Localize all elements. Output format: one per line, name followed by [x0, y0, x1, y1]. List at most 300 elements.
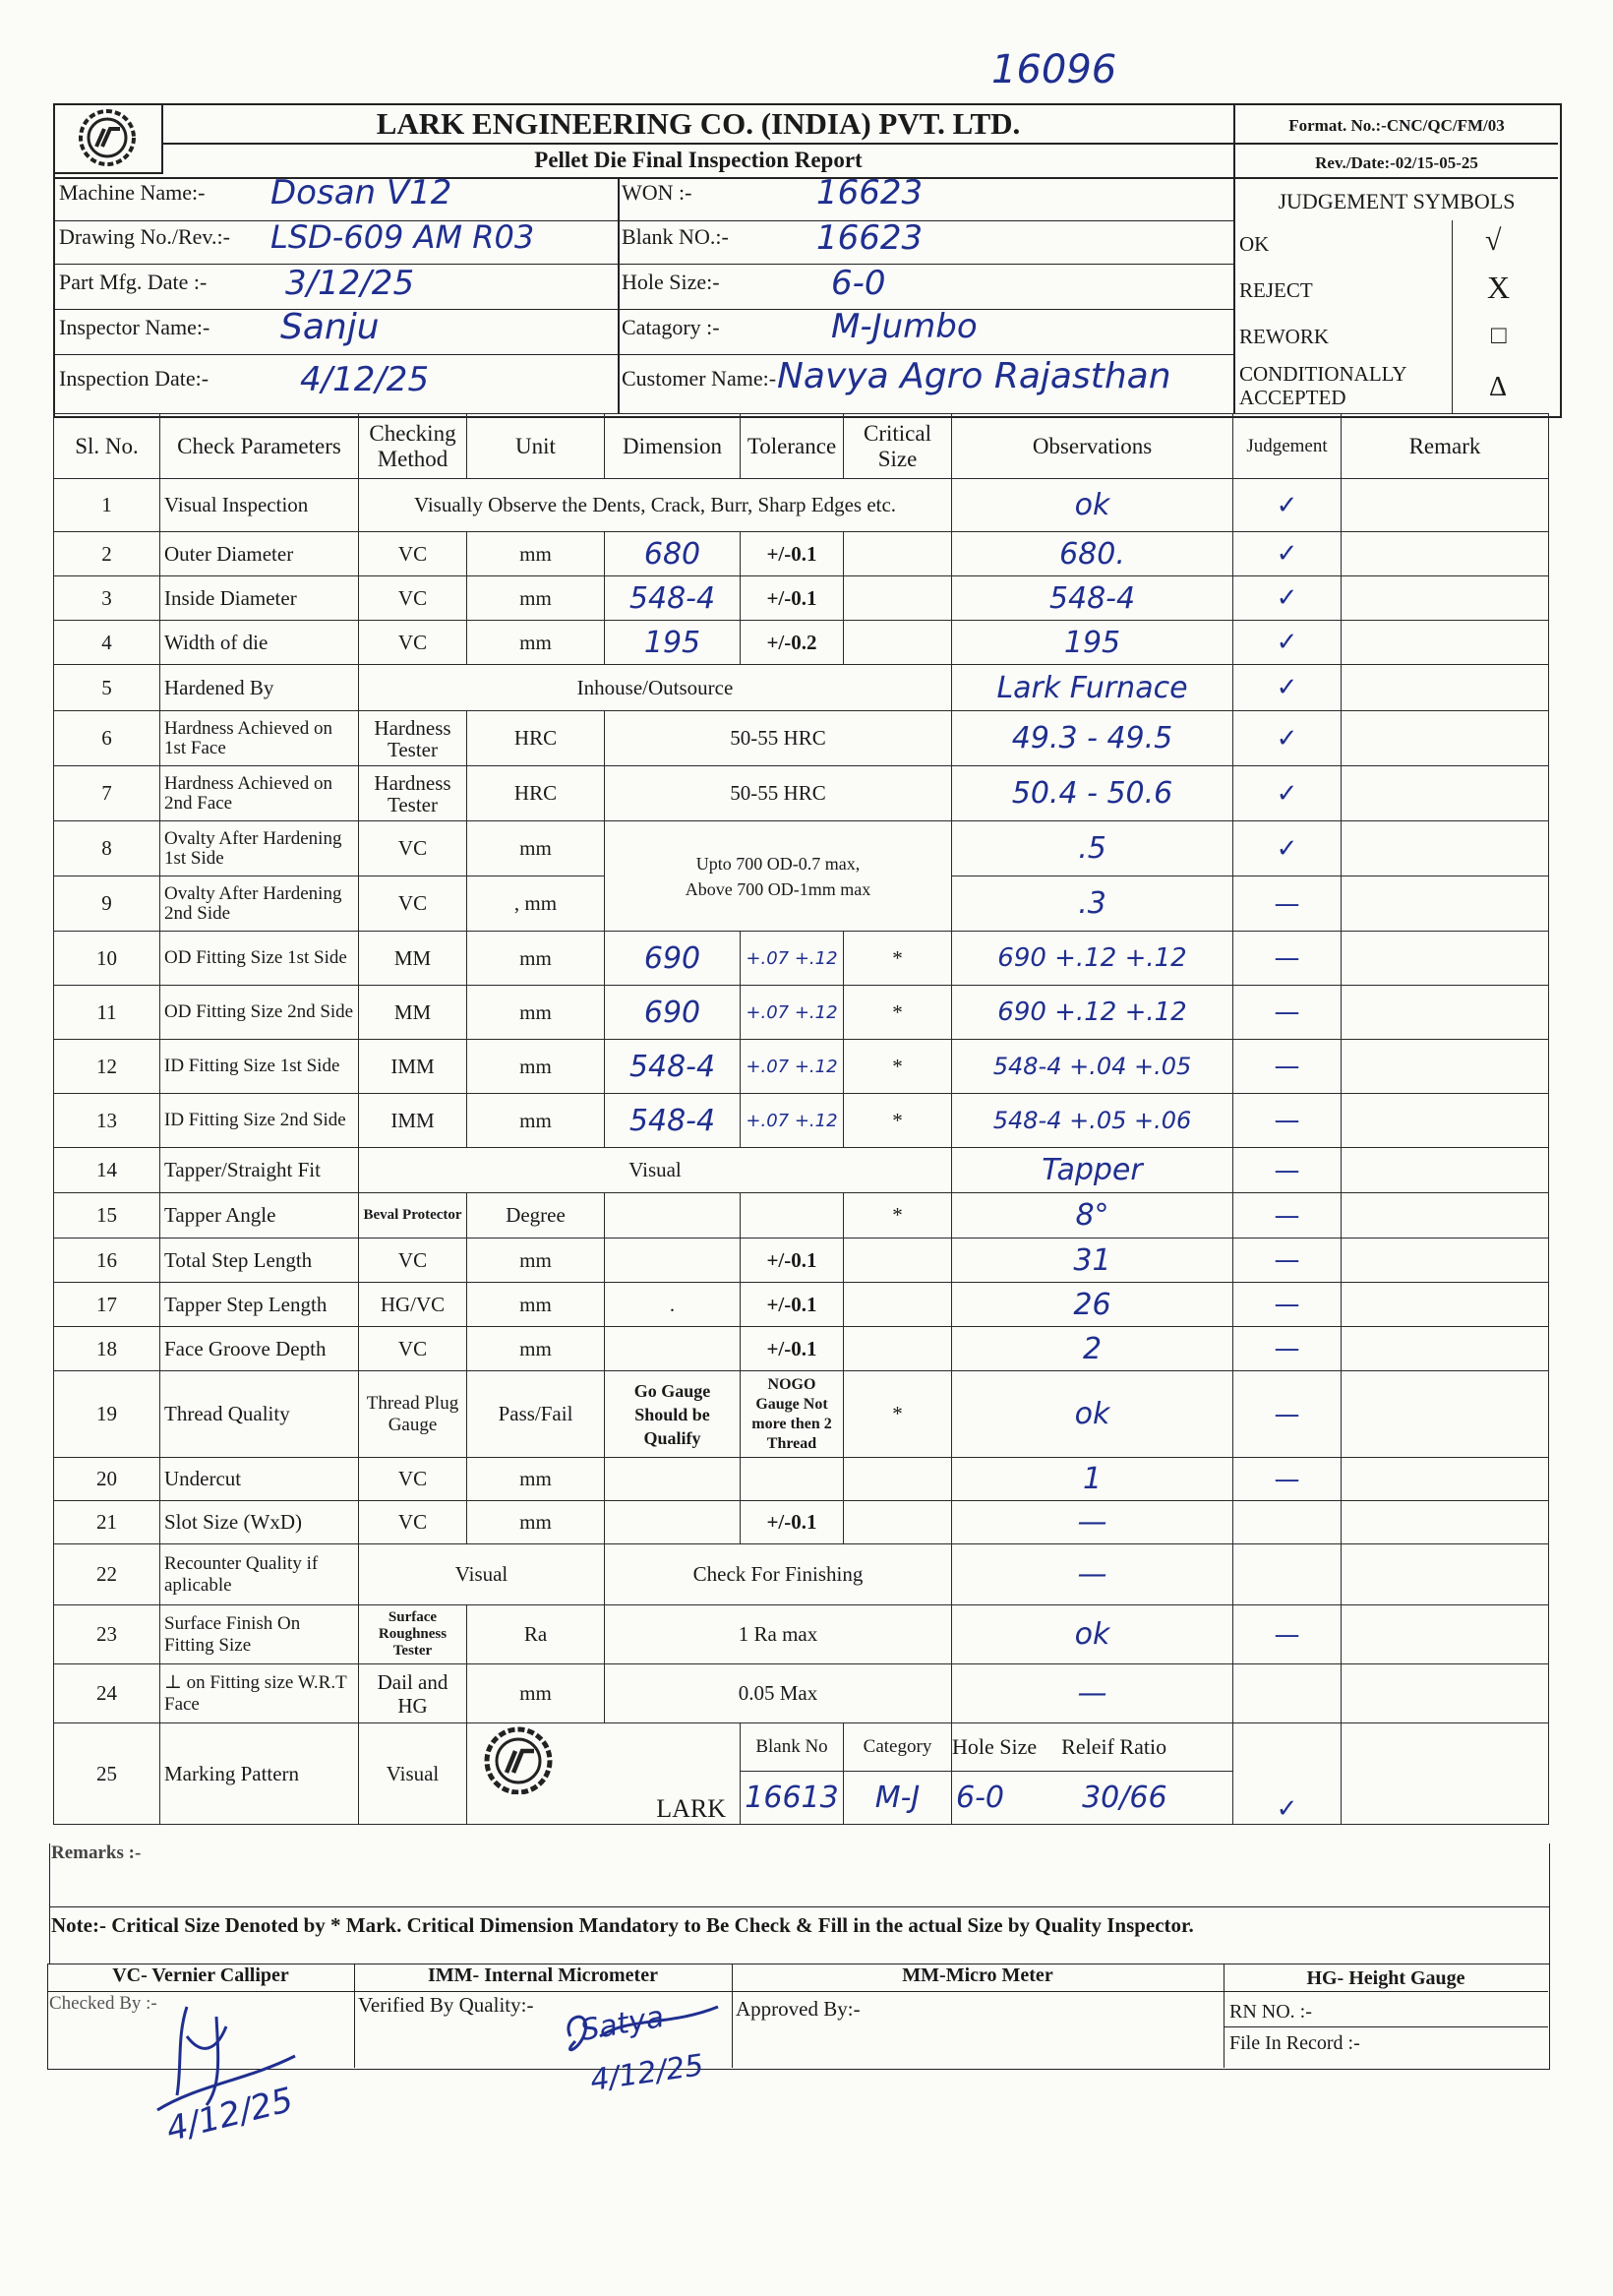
row-critical: * [844, 1371, 952, 1458]
row-param: Tapper/Straight Fit [160, 1148, 359, 1193]
row-remark [1342, 1544, 1549, 1605]
table-row [54, 1371, 1549, 1458]
row-method: Hardness Tester [359, 711, 467, 766]
marking-category-value: M-J [844, 1772, 952, 1825]
drawing-value: LSD-609 AM R03 [270, 218, 535, 256]
row-observation: 26 [952, 1283, 1233, 1327]
row-critical: * [844, 1193, 952, 1239]
row-sl: 4 [54, 621, 160, 665]
divider [1224, 2026, 1548, 2027]
row-remark [1342, 1605, 1549, 1664]
verified-by-label: Verified By Quality:- [358, 1993, 534, 2017]
row-critical [844, 621, 952, 665]
table-row [54, 711, 1549, 766]
row-unit: mm [467, 1501, 605, 1544]
row-method: Visual [359, 1723, 467, 1825]
divider [53, 309, 1233, 310]
row-sl: 6 [54, 711, 160, 766]
row-remark [1342, 479, 1549, 532]
marking-row-top [54, 1723, 1549, 1772]
col-method: Checking Method [359, 414, 467, 479]
marking-hole-label: Hole Size [952, 1734, 1038, 1760]
row-remark [1342, 1371, 1549, 1458]
row-judgement: — [1233, 1040, 1342, 1094]
row-judgement [1233, 1664, 1342, 1723]
row-span-text: Visual [359, 1148, 952, 1193]
judge-ok-symbol: √ [1485, 224, 1502, 257]
judge-reject-label: REJECT [1239, 278, 1313, 302]
row-sl: 9 [54, 876, 160, 932]
table-row [54, 1544, 1549, 1605]
legend-mm: MM-Micro Meter [902, 1964, 1053, 1986]
row-method: VC [359, 621, 467, 665]
row-observation: 49.3 - 49.5 [952, 711, 1233, 766]
table-row [54, 1148, 1549, 1193]
note-text: Note:- Critical Size Denoted by * Mark. Critical Dimension Mandatory to Be Check & Fill in the actual Size by Quality Inspector. [51, 1913, 1194, 1937]
row-dimension: 690 [605, 986, 741, 1040]
row-remark [1342, 665, 1549, 711]
table-row [54, 1327, 1549, 1371]
row-critical [844, 1283, 952, 1327]
row-dimension: 680 [605, 532, 741, 576]
row-observation: 690 +.12 +.12 [952, 932, 1233, 986]
row-method: VC [359, 821, 467, 876]
row-critical [844, 1501, 952, 1544]
part-mfg-value: 3/12/25 [285, 264, 415, 303]
inspector-value: Sanju [280, 307, 380, 347]
row-judgement: ✓ [1233, 821, 1342, 876]
row-sl: 17 [54, 1283, 160, 1327]
table-row [54, 1664, 1549, 1723]
blank-value: 16623 [816, 218, 924, 258]
row-judgement: ✓ [1233, 1723, 1342, 1825]
row-sl: 20 [54, 1458, 160, 1501]
row-param: Tapper Step Length [160, 1283, 359, 1327]
row-tolerance: +/-0.1 [741, 532, 844, 576]
row-param: Ovalty After Hardening 2nd Side [160, 876, 359, 932]
row-sl: 21 [54, 1501, 160, 1544]
verified-signature-text: Satya [577, 1999, 667, 2049]
col-observations: Observations [952, 414, 1233, 479]
row-judgement: — [1233, 1458, 1342, 1501]
row-unit: HRC [467, 711, 605, 766]
table-row [54, 1501, 1549, 1544]
table-row [54, 1458, 1549, 1501]
row-tolerance: +/-0.1 [741, 1239, 844, 1283]
divider [47, 1991, 1548, 1992]
row-dimension: 548-4 [605, 1040, 741, 1094]
row-observation: .5 [952, 821, 1233, 876]
row-critical: * [844, 1040, 952, 1094]
row-observation: 8° [952, 1193, 1233, 1239]
row-judgement: ✓ [1233, 532, 1342, 576]
row-judgement: ✓ [1233, 621, 1342, 665]
row-method: VC [359, 1239, 467, 1283]
row-dimtol: Check For Finishing [605, 1544, 952, 1605]
row-judgement: — [1233, 1094, 1342, 1148]
row-param: OD Fitting Size 1st Side [160, 932, 359, 986]
row-remark [1342, 821, 1549, 876]
row-unit: mm [467, 1239, 605, 1283]
file-in-record-label: File In Record :- [1229, 2032, 1360, 2054]
row-remark [1342, 1458, 1549, 1501]
legend-vc: VC- Vernier Calliper [112, 1964, 289, 1986]
row-param: Total Step Length [160, 1239, 359, 1283]
row-judgement: — [1233, 1371, 1342, 1458]
row-unit: mm [467, 1458, 605, 1501]
won-value: 16623 [816, 173, 924, 212]
marking-relief-label: Releif Ratio [1061, 1734, 1167, 1760]
won-label: WON :- [622, 180, 692, 205]
row-param: ID Fitting Size 2nd Side [160, 1094, 359, 1148]
row-param: ID Fitting Size 1st Side [160, 1040, 359, 1094]
row-method: VC [359, 1458, 467, 1501]
customer-value: Navya Agro Rajasthan [777, 356, 1171, 396]
row-judgement: — [1233, 1605, 1342, 1664]
col-critical: Critical Size [844, 414, 952, 479]
legend-hg: HG- Height Gauge [1306, 1967, 1465, 1989]
row-unit: mm [467, 576, 605, 621]
row-remark [1342, 576, 1549, 621]
row-sl: 5 [54, 665, 160, 711]
row-method: VC [359, 1327, 467, 1371]
row-sl: 15 [54, 1193, 160, 1239]
row-tolerance [741, 1458, 844, 1501]
row-observation: 195 [952, 621, 1233, 665]
row-param: Visual Inspection [160, 479, 359, 532]
row-param: Inside Diameter [160, 576, 359, 621]
row-judgement: ✓ [1233, 665, 1342, 711]
row-method: MM [359, 986, 467, 1040]
row-judgement: ✓ [1233, 479, 1342, 532]
row-observation: 31 [952, 1239, 1233, 1283]
row-method: Surface Roughness Tester [359, 1605, 467, 1664]
row-unit: HRC [467, 766, 605, 821]
row-tolerance: +.07 +.12 [741, 1094, 844, 1148]
row-dimtol: 50-55 HRC [605, 711, 952, 766]
row-judgement: ✓ [1233, 576, 1342, 621]
judge-cond-symbol: Δ [1489, 372, 1508, 402]
row-unit: mm [467, 621, 605, 665]
row-critical: * [844, 1094, 952, 1148]
marking-hole-relief-values [952, 1772, 1233, 1825]
row-judgement [1233, 1544, 1342, 1605]
row-span-text: Visually Observe the Dents, Crack, Burr, Sharp Edges etc. [359, 479, 952, 532]
row-sl: 1 [54, 479, 160, 532]
row-judgement [1233, 1501, 1342, 1544]
row-unit: mm [467, 1664, 605, 1723]
row-method: Hardness Tester [359, 766, 467, 821]
row-method: VC [359, 876, 467, 932]
row-observation: — [952, 1664, 1233, 1723]
row-method: VC [359, 532, 467, 576]
divider [53, 264, 1233, 265]
row-critical [844, 1327, 952, 1371]
row-dimension: 548-4 [605, 576, 741, 621]
row-remark [1342, 1501, 1549, 1544]
row-method: MM [359, 932, 467, 986]
row-remark [1342, 1193, 1549, 1239]
row-remark [1342, 1664, 1549, 1723]
row-param: OD Fitting Size 2nd Side [160, 986, 359, 1040]
report-title: Pellet Die Final Inspection Report [534, 148, 863, 172]
verified-date: 4/12/25 [588, 2048, 706, 2098]
row-remark [1342, 1723, 1549, 1825]
marking-hole-relief-labels [952, 1723, 1233, 1772]
company-logo [53, 103, 161, 172]
row-judgement: — [1233, 1148, 1342, 1193]
row-method: VC [359, 1501, 467, 1544]
row-observation: 548-4 +.05 +.06 [952, 1094, 1233, 1148]
row-observation: 2 [952, 1327, 1233, 1371]
row-dimension [605, 1327, 741, 1371]
table-row [54, 665, 1549, 711]
row-param: Undercut [160, 1458, 359, 1501]
approved-by-label: Approved By:- [736, 1997, 861, 2021]
divider [618, 177, 620, 414]
row-span-text: Inhouse/Outsource [359, 665, 952, 711]
row-critical [844, 1458, 952, 1501]
row-sl: 3 [54, 576, 160, 621]
row-judgement: — [1233, 876, 1342, 932]
row-judgement: ✓ [1233, 711, 1342, 766]
row-remark [1342, 621, 1549, 665]
row-critical [844, 576, 952, 621]
row-dimension: 548-4 [605, 1094, 741, 1148]
row-remark [1342, 1040, 1549, 1094]
rn-no-label: RN NO. :- [1229, 2001, 1312, 2023]
row-unit: mm [467, 1040, 605, 1094]
part-mfg-label: Part Mfg. Date :- [59, 270, 208, 294]
row-observation: 548-4 +.04 +.05 [952, 1040, 1233, 1094]
row-tolerance: +.07 +.12 [741, 932, 844, 986]
row-tolerance: +/-0.1 [741, 1283, 844, 1327]
machine-name-label: Machine Name:- [59, 180, 206, 205]
row-sl: 10 [54, 932, 160, 986]
row-tolerance: +/-0.2 [741, 621, 844, 665]
marking-category-label: Category [844, 1723, 952, 1772]
inspection-date-label: Inspection Date:- [59, 366, 209, 391]
row-remark [1342, 932, 1549, 986]
table-row [54, 576, 1549, 621]
divider [1233, 103, 1235, 414]
row-observation: 690 +.12 +.12 [952, 986, 1233, 1040]
col-judgement: Judgement [1233, 414, 1342, 479]
marking-logo-cell [467, 1723, 741, 1825]
table-row [54, 1193, 1549, 1239]
table-row [54, 479, 1549, 532]
table-row [54, 821, 1549, 876]
divider [53, 354, 1233, 355]
col-sl: Sl. No. [54, 414, 160, 479]
row-param: Hardness Achieved on 2nd Face [160, 766, 359, 821]
row-remark [1342, 711, 1549, 766]
divider [161, 143, 1233, 145]
row-observation: ok [952, 479, 1233, 532]
row-observation: ok [952, 1371, 1233, 1458]
marking-hole-value: 6-0 [956, 1781, 1004, 1816]
customer-label: Customer Name:- [622, 366, 777, 391]
row-remark [1342, 876, 1549, 932]
blank-label: Blank NO.:- [622, 224, 729, 249]
checked-date: 4/12/25 [162, 2080, 297, 2150]
marking-relief-value: 30/66 [1082, 1781, 1167, 1816]
col-tolerance: Tolerance [741, 414, 844, 479]
row-sl: 12 [54, 1040, 160, 1094]
col-remark: Remark [1342, 414, 1549, 479]
remarks-box [49, 1843, 1550, 1907]
row-observation: — [952, 1544, 1233, 1605]
divider [1452, 220, 1453, 414]
row-tolerance: +/-0.1 [741, 1501, 844, 1544]
marking-logo [475, 1723, 613, 1794]
table-row [54, 621, 1549, 665]
row-sl: 11 [54, 986, 160, 1040]
table-row [54, 1283, 1549, 1327]
remarks-label: Remarks :- [51, 1843, 142, 1863]
judge-reject-symbol: X [1487, 270, 1511, 305]
inspection-table [53, 413, 1549, 1825]
row-remark [1342, 532, 1549, 576]
row-dimension: 690 [605, 932, 741, 986]
row-unit: Degree [467, 1193, 605, 1239]
row-critical: * [844, 986, 952, 1040]
row-sl: 19 [54, 1371, 160, 1458]
row-observation: 1 [952, 1458, 1233, 1501]
row-span-text: Visual [359, 1544, 605, 1605]
inspector-label: Inspector Name:- [59, 315, 210, 339]
table-row [54, 932, 1549, 986]
category-value: M-Jumbo [831, 307, 978, 346]
row-dimension: . [605, 1283, 741, 1327]
row-param: Face Groove Depth [160, 1327, 359, 1371]
row-observation: 50.4 - 50.6 [952, 766, 1233, 821]
row-judgement: — [1233, 1193, 1342, 1239]
table-row [54, 1094, 1549, 1148]
format-no: Format. No.:-CNC/QC/FM/03 [1288, 116, 1505, 135]
table-row [54, 1040, 1549, 1094]
divider [1233, 143, 1558, 145]
row-sl: 14 [54, 1148, 160, 1193]
row-sl: 8 [54, 821, 160, 876]
hole-value: 6-0 [831, 264, 886, 303]
row-observation: Tapper [952, 1148, 1233, 1193]
row-sl: 2 [54, 532, 160, 576]
row-method: Beval Protector [359, 1193, 467, 1239]
row-dimtol: 50-55 HRC [605, 766, 952, 821]
row-remark [1342, 766, 1549, 821]
legend-imm: IMM- Internal Micrometer [428, 1964, 658, 1986]
row-unit: mm [467, 1327, 605, 1371]
row-param: Thread Quality [160, 1371, 359, 1458]
row-unit: mm [467, 932, 605, 986]
divider [53, 220, 1233, 221]
row-param: Marking Pattern [160, 1723, 359, 1825]
table-row [54, 1605, 1549, 1664]
row-param: Width of die [160, 621, 359, 665]
row-remark [1342, 1327, 1549, 1371]
row-method: Thread Plug Gauge [359, 1371, 467, 1458]
row-remark [1342, 1148, 1549, 1193]
company-name: LARK ENGINEERING CO. (INDIA) PVT. LTD. [376, 106, 1021, 141]
row-unit: mm [467, 532, 605, 576]
row-tolerance: +.07 +.12 [741, 986, 844, 1040]
col-param: Check Parameters [160, 414, 359, 479]
row-unit: mm [467, 986, 605, 1040]
row-sl: 23 [54, 1605, 160, 1664]
row-param: Hardened By [160, 665, 359, 711]
judge-cond-label: CONDITIONALLY ACCEPTED [1239, 362, 1406, 409]
row-judgement: — [1233, 986, 1342, 1040]
row-dimtol: 0.05 Max [605, 1664, 952, 1723]
marking-logo-text: LARK [656, 1794, 726, 1823]
row-remark [1342, 986, 1549, 1040]
row-tolerance: +.07 +.12 [741, 1040, 844, 1094]
row-sl: 7 [54, 766, 160, 821]
judgement-title: JUDGEMENT SYMBOLS [1278, 189, 1516, 213]
row-sl: 22 [54, 1544, 160, 1605]
row-method: IMM [359, 1094, 467, 1148]
row-param: Outer Diameter [160, 532, 359, 576]
row-dimension: 195 [605, 621, 741, 665]
row-sl: 13 [54, 1094, 160, 1148]
hole-label: Hole Size:- [622, 270, 720, 294]
row-param: Hardness Achieved on 1st Face [160, 711, 359, 766]
row-critical [844, 1239, 952, 1283]
table-row [54, 1239, 1549, 1283]
row-observation: Lark Furnace [952, 665, 1233, 711]
marking-blank-value: 16613 [741, 1772, 844, 1825]
col-dimension: Dimension [605, 414, 741, 479]
row-param: Ovalty After Hardening 1st Side [160, 821, 359, 876]
machine-name-value: Dosan V12 [270, 173, 452, 212]
row-unit: , mm [467, 876, 605, 932]
page-number: 16096 [991, 47, 1117, 92]
row-remark [1342, 1239, 1549, 1283]
row-dimension [605, 1501, 741, 1544]
row-unit: Ra [467, 1605, 605, 1664]
row-unit: Pass/Fail [467, 1371, 605, 1458]
row-remark [1342, 1094, 1549, 1148]
judge-ok-label: OK [1239, 232, 1270, 256]
marking-blank-label: Blank No [741, 1723, 844, 1772]
row-method: Dail and HG [359, 1664, 467, 1723]
row-param: Recounter Quality if aplicable [160, 1544, 359, 1605]
row-param: Slot Size (WxD) [160, 1501, 359, 1544]
row-critical: * [844, 932, 952, 986]
row-unit: mm [467, 1283, 605, 1327]
category-label: Catagory :- [622, 315, 720, 339]
row-observation: .3 [952, 876, 1233, 932]
row-param: Surface Finish On Fitting Size [160, 1605, 359, 1664]
row-dimension [605, 1239, 741, 1283]
row-tolerance [741, 1193, 844, 1239]
row-dimension: Go Gauge Should be Qualify [605, 1371, 741, 1458]
row-sl: 16 [54, 1239, 160, 1283]
row-remark [1342, 1283, 1549, 1327]
row-sl: 24 [54, 1664, 160, 1723]
row-tolerance: NOGO Gauge Not more then 2 Thread [741, 1371, 844, 1458]
col-unit: Unit [467, 414, 605, 479]
row-param: Tapper Angle [160, 1193, 359, 1239]
row-param: ⊥ on Fitting size W.R.T Face [160, 1664, 359, 1723]
inspection-date-value: 4/12/25 [300, 360, 430, 399]
row-critical [844, 532, 952, 576]
row-judgement: — [1233, 1239, 1342, 1283]
row-unit: mm [467, 1094, 605, 1148]
rev-date: Rev./Date:-02/15-05-25 [1315, 153, 1478, 172]
ovality-spec: Upto 700 OD-0.7 max, Above 700 OD-1mm max [605, 821, 952, 932]
